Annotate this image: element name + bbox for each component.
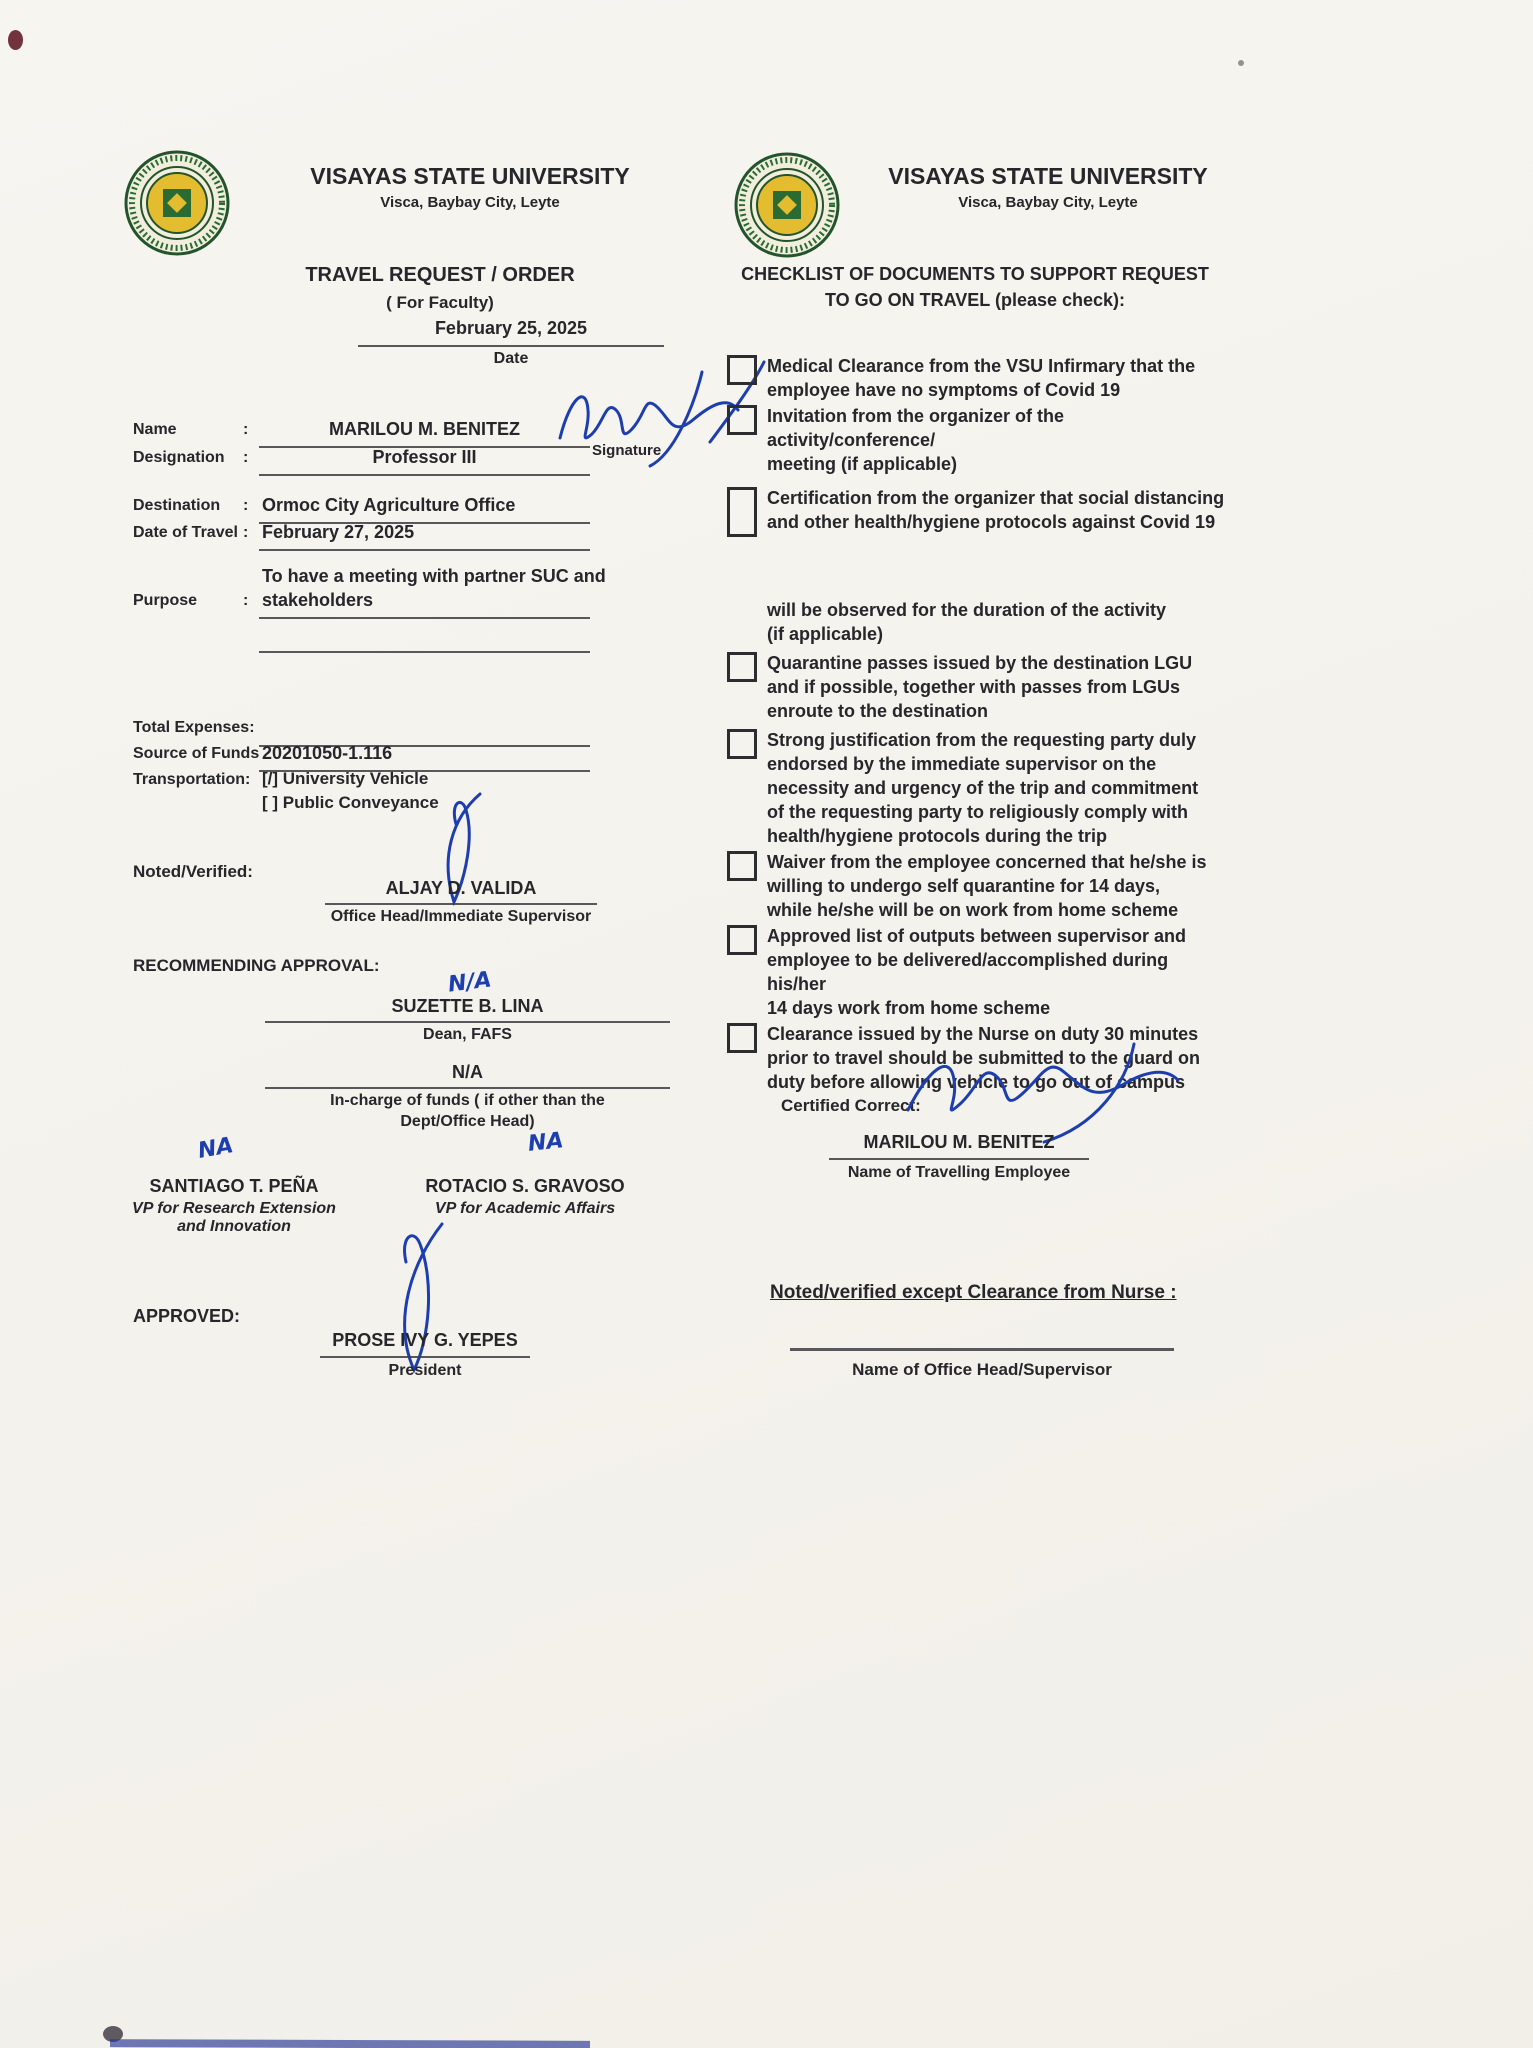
vp-academic-block	[400, 1176, 650, 1218]
travelling-employee-name: MARILOU M. BENITEZ	[863, 1132, 1055, 1152]
name-label: Name	[133, 421, 177, 438]
transportation-label: Transportation:	[133, 771, 251, 788]
checkbox[interactable]	[727, 729, 757, 759]
source-of-funds-label: Source of Funds	[133, 745, 260, 762]
vp-academic-title: VP for Academic Affairs	[434, 1200, 616, 1217]
colon: :	[243, 421, 249, 438]
checklist-item-text: Medical Clearance from the VSU Infirmary that the employee have no symptoms of Covid 19	[767, 356, 1196, 400]
checkbox[interactable]	[727, 851, 757, 881]
checkbox[interactable]	[727, 405, 757, 435]
checklist-item-text: will be observed for the duration of the activity (if applicable)	[767, 600, 1167, 644]
scan-artifact	[1238, 60, 1244, 66]
vp-academic-name: ROTACIO S. GRAVOSO	[425, 1176, 625, 1196]
certified-correct-label: Certified Correct:	[781, 1096, 921, 1115]
transportation-option-public-conveyance: [ ] Public Conveyance	[262, 793, 439, 812]
field-underline	[325, 903, 597, 905]
date-value: February 25, 2025	[434, 318, 588, 338]
checklist-item-text: Approved list of outputs between supervisor and employee to be delivered/accomplished during his/her 14 days work from home scheme	[767, 926, 1187, 1018]
name-value: MARILOU M. BENITEZ	[329, 419, 520, 439]
approved-label: APPROVED:	[133, 1306, 241, 1326]
university-name: VISAYAS STATE UNIVERSITY	[888, 163, 1208, 189]
checklist-title-line2: TO GO ON TRAVEL (please check):	[824, 290, 1126, 310]
destination-value: Ormoc City Agriculture Office	[262, 495, 516, 515]
vsu-seal-right	[734, 152, 840, 258]
checklist-item	[727, 728, 1227, 848]
colon: :	[243, 592, 249, 609]
checklist-item-text: Waiver from the employee concerned that he/she is willing to undergo self quarantine for 14 days, while he/she will be on work from home scheme	[767, 852, 1207, 920]
incharge-na: N/A	[452, 1062, 483, 1082]
field-underline	[265, 1021, 670, 1023]
checklist-item	[727, 354, 1227, 402]
vp-research-title-line2: and Innovation	[177, 1218, 291, 1235]
recommending-approval-label: RECOMMENDING APPROVAL:	[133, 956, 380, 975]
scan-artifact	[110, 2039, 590, 2048]
checklist-item-text: Quarantine passes issued by the destination LGU and if possible, together with passes from LGUs enroute to the destination	[767, 653, 1193, 721]
vsu-seal-left	[124, 150, 230, 256]
transportation-option-university-vehicle: [/] University Vehicle	[262, 769, 429, 788]
colon: :	[243, 524, 249, 541]
vp-research-title-line1: VP for Research Extension	[132, 1200, 336, 1217]
purpose-line2: stakeholders	[262, 590, 374, 610]
checklist	[727, 354, 1227, 1096]
checklist-item	[727, 486, 1227, 534]
checklist-item-text: Invitation from the organizer of the activity/conference/ meeting (if applicable)	[767, 406, 1065, 474]
university-address: Visca, Baybay City, Leyte	[380, 194, 560, 211]
checklist-item	[727, 651, 1227, 723]
signature-underline	[790, 1348, 1174, 1351]
checklist-item	[727, 598, 1227, 646]
handwritten-na: NA	[526, 1128, 565, 1157]
signature-yepes	[372, 1220, 472, 1375]
field-underline	[259, 549, 590, 551]
checklist-item-text: Certification from the organizer that social distancing and other health/hygiene protocols against Covid 19	[767, 488, 1225, 532]
vsu-seal-icon	[734, 152, 840, 258]
designation-value: Professor III	[372, 447, 477, 467]
recommending-title: Dean, FAFS	[423, 1026, 512, 1043]
form-title: TRAVEL REQUEST / ORDER	[305, 264, 575, 286]
noted-name: ALJAY D. VALIDA	[385, 878, 537, 898]
noted-except-clearance: Noted/verified except Clearance from Nurse :	[770, 1282, 1177, 1303]
checklist-item	[727, 850, 1227, 922]
designation-label: Designation	[133, 449, 225, 466]
checkbox[interactable]	[727, 1023, 757, 1053]
scan-artifact	[8, 30, 23, 50]
office-head-supervisor-label: Name of Office Head/Supervisor	[852, 1360, 1112, 1379]
handwritten-na: N/A	[446, 967, 493, 998]
date-of-travel-label: Date of Travel	[133, 524, 238, 541]
field-underline	[358, 345, 664, 347]
colon: :	[243, 449, 249, 466]
checklist-item	[727, 924, 1227, 1020]
handwritten-na: NA	[196, 1133, 236, 1164]
checkbox[interactable]	[727, 652, 757, 682]
checkbox[interactable]	[727, 355, 757, 385]
travelling-employee-label: Name of Travelling Employee	[847, 1164, 1071, 1181]
field-underline	[259, 474, 590, 476]
vp-research-block	[118, 1176, 350, 1236]
purpose-label: Purpose	[133, 592, 198, 609]
checklist-item-text: Strong justification from the requesting party duly endorsed by the immediate supervisor on the necessity and urgency of the trip and commitment of the requesting party to religiously comply with health/hygiene protocols during the trip	[767, 730, 1199, 846]
checklist-item-text: Clearance issued by the Nurse on duty 30 minutes prior to travel should be submitted to the guard on duty before allowing vehicle to go out of campus	[767, 1024, 1201, 1092]
checkbox[interactable]	[727, 487, 757, 537]
noted-title: Office Head/Immediate Supervisor	[330, 908, 592, 925]
form-subtitle: ( For Faculty)	[386, 293, 494, 312]
incharge-label-line2: Dept/Office Head)	[400, 1113, 535, 1130]
field-underline	[265, 1087, 670, 1089]
colon: :	[243, 497, 249, 514]
field-underline	[259, 651, 590, 653]
noted-verified-label: Noted/Verified:	[133, 862, 253, 881]
checklist-title-line1: CHECKLIST OF DOCUMENTS TO SUPPORT REQUEST	[741, 264, 1209, 284]
incharge-label-line1: In-charge of funds ( if other than the	[330, 1092, 605, 1109]
source-of-funds-value: 20201050-1.116	[262, 743, 393, 763]
checkbox[interactable]	[727, 925, 757, 955]
purpose-line1: To have a meeting with partner SUC and	[262, 566, 606, 586]
university-name: VISAYAS STATE UNIVERSITY	[310, 163, 630, 189]
field-underline	[320, 1356, 530, 1358]
field-underline	[259, 617, 590, 619]
field-underline	[829, 1158, 1089, 1160]
vsu-seal-icon	[124, 150, 230, 256]
total-expenses-label: Total Expenses:	[133, 719, 255, 736]
recommending-name: SUZETTE B. LINA	[391, 996, 544, 1016]
destination-label: Destination	[133, 497, 221, 514]
president-name: PROSE IVY G. YEPES	[332, 1330, 518, 1350]
president-title: President	[388, 1362, 462, 1379]
vp-research-name: SANTIAGO T. PEÑA	[149, 1176, 319, 1196]
checklist-item	[727, 404, 1227, 476]
signature-label: Signature	[592, 442, 662, 459]
date-of-travel-value: February 27, 2025	[262, 522, 415, 542]
date-label: Date	[493, 350, 529, 367]
university-address: Visca, Baybay City, Leyte	[958, 194, 1138, 211]
